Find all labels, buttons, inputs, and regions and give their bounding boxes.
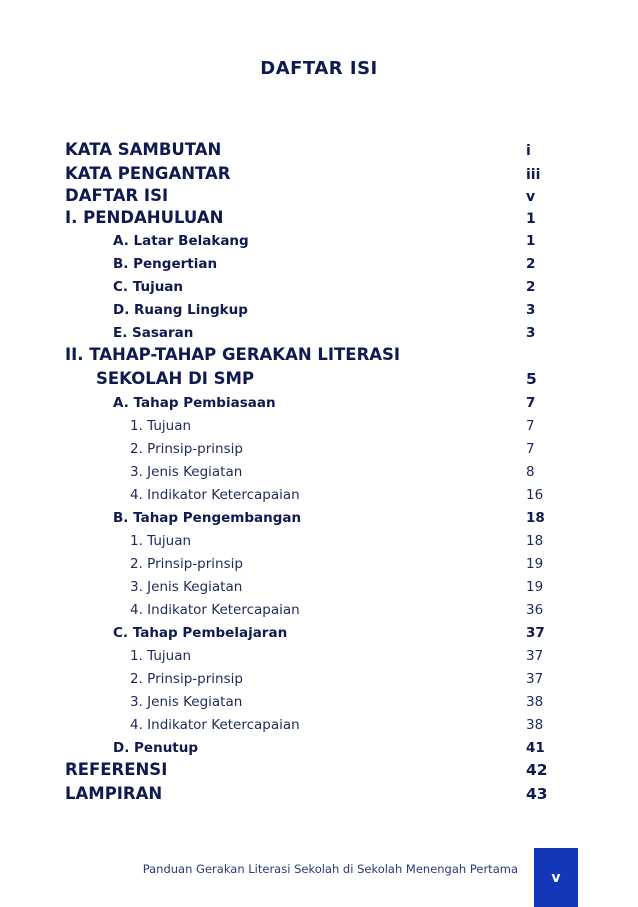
- toc-entry-page: iii: [526, 167, 541, 183]
- toc-entry-label: C. Tujuan: [113, 279, 184, 295]
- toc-entry-label: A. Tahap Pembiasaan: [113, 395, 276, 411]
- toc-entry-page: 37: [526, 671, 544, 687]
- toc-entry-page: 37: [526, 648, 544, 664]
- toc-entry-label: REFERENSI: [65, 760, 168, 779]
- toc-entry-label: II. TAHAP-TAHAP GERAKAN LITERASI: [65, 345, 401, 364]
- toc-entry-label: KATA PENGANTAR: [65, 164, 231, 183]
- toc-entry-label: E. Sasaran: [113, 325, 194, 341]
- toc-entry-label: 3. Jenis Kegiatan: [130, 464, 243, 480]
- toc-entry-label: 1. Tujuan: [130, 418, 192, 434]
- toc-entry-page: 18: [526, 533, 544, 549]
- toc-entry-page: 41: [526, 740, 545, 756]
- toc-entry-page: i: [526, 143, 531, 159]
- toc-entry-label: C. Tahap Pembelajaran: [113, 625, 288, 641]
- footer-page-number: v: [534, 848, 578, 907]
- toc-entry-page: 36: [526, 602, 544, 618]
- toc-entry-page: 8: [526, 464, 535, 480]
- toc-entry-label: D. Penutup: [113, 740, 199, 756]
- toc-entry-label: DAFTAR ISI: [65, 186, 169, 205]
- toc-entry-page: 3: [526, 325, 536, 341]
- toc-entry-label: 1. Tujuan: [130, 533, 192, 549]
- toc-entry-label: B. Tahap Pengembangan: [113, 510, 302, 526]
- toc-entry-page: v: [526, 189, 536, 205]
- toc-entry-page: 2: [526, 256, 536, 272]
- toc-entry-page: 2: [526, 279, 536, 295]
- toc-entry-page: 19: [526, 556, 544, 572]
- toc-entry-label: 4. Indikator Ketercapaian: [130, 717, 300, 733]
- toc-entry-label: KATA SAMBUTAN: [65, 140, 222, 159]
- toc-entry-label: 1. Tujuan: [130, 648, 192, 664]
- toc-entry-page: 38: [526, 717, 544, 733]
- toc-entry-page: 3: [526, 302, 536, 318]
- toc-entry-label: LAMPIRAN: [65, 784, 163, 803]
- toc-entry-label: SEKOLAH DI SMP: [96, 369, 255, 388]
- page-title: DAFTAR ISI: [260, 58, 378, 79]
- toc-entry-page: 37: [526, 625, 545, 641]
- toc-entry-page: 19: [526, 579, 544, 595]
- toc-entry-label: 4. Indikator Ketercapaian: [130, 602, 300, 618]
- toc-entry-label: 3. Jenis Kegiatan: [130, 694, 243, 710]
- toc-entry-page: 42: [526, 761, 548, 779]
- toc-entry-page: 7: [526, 395, 536, 411]
- toc-entry-label: I. PENDAHULUAN: [65, 208, 224, 227]
- toc-entry-label: 3. Jenis Kegiatan: [130, 579, 243, 595]
- toc-entry-page: 5: [526, 370, 537, 388]
- toc-entry-page: 1: [526, 211, 536, 227]
- toc-entry-label: 4. Indikator Ketercapaian: [130, 487, 300, 503]
- toc-entry-page: 18: [526, 510, 545, 526]
- toc-entry-page: 7: [526, 418, 535, 434]
- toc-entry-label: D. Ruang Lingkup: [113, 302, 248, 318]
- toc-entry-page: 16: [526, 487, 544, 503]
- toc-entry-page: 43: [526, 785, 548, 803]
- toc-entry-label: 2. Prinsip-prinsip: [130, 441, 243, 457]
- toc-entry-page: 7: [526, 441, 535, 457]
- toc-entry-label: 2. Prinsip-prinsip: [130, 671, 243, 687]
- toc-entry-label: 2. Prinsip-prinsip: [130, 556, 243, 572]
- toc-entry-page: 38: [526, 694, 544, 710]
- footer-title: Panduan Gerakan Literasi Sekolah di Sekolah Menengah Pertama: [142, 862, 518, 876]
- toc-entry-label: A. Latar Belakang: [113, 233, 249, 249]
- toc-entry-label: B. Pengertian: [113, 256, 218, 272]
- toc-entry-page: 1: [526, 233, 536, 249]
